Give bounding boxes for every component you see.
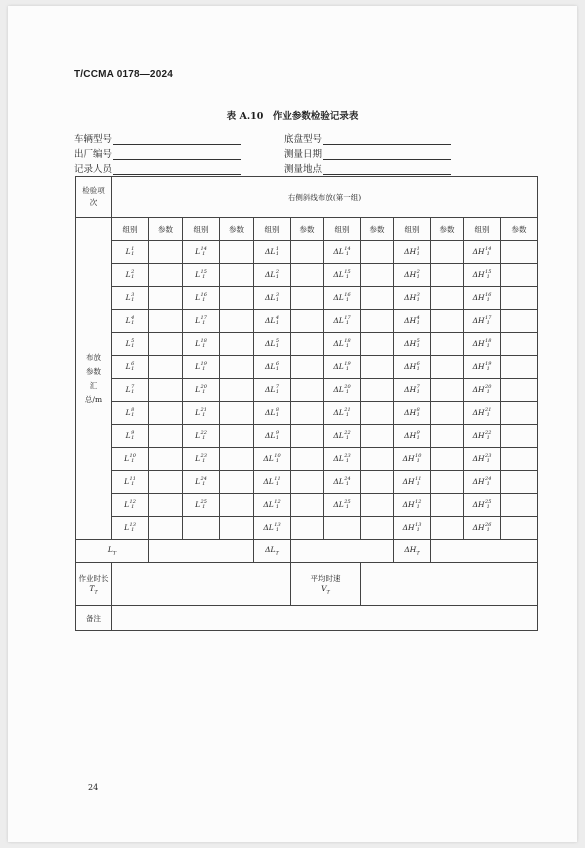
param-cell <box>501 356 538 379</box>
param-cell <box>291 333 324 356</box>
group-cell: ΔL 12 1 <box>254 494 291 517</box>
col-header-group: 组别 <box>254 218 291 241</box>
group-cell: L 5 1 <box>112 333 149 356</box>
group-cell: ΔH 7 1 <box>394 379 431 402</box>
param-cell <box>291 356 324 379</box>
param-cell <box>361 333 394 356</box>
group-cell: ΔH 1 1 <box>394 241 431 264</box>
remarks-value-cell <box>112 606 538 631</box>
col-header-group: 组别 <box>394 218 431 241</box>
group-cell: ΔL 16 1 <box>324 287 361 310</box>
param-cell <box>431 425 464 448</box>
param-cell <box>361 448 394 471</box>
col-header-param: 参数 <box>291 218 324 241</box>
param-cell <box>220 287 254 310</box>
param-cell <box>501 448 538 471</box>
summary-dH-value <box>431 540 538 563</box>
param-cell <box>361 310 394 333</box>
param-cell <box>220 241 254 264</box>
group-cell: L 14 1 <box>183 241 220 264</box>
param-cell <box>361 494 394 517</box>
group-cell: L 21 1 <box>183 402 220 425</box>
param-cell <box>361 356 394 379</box>
group-cell: L 13 1 <box>112 517 149 540</box>
summary-L-label: $L_T$ <box>76 540 149 563</box>
group-cell: ΔH 10 1 <box>394 448 431 471</box>
group-cell: ΔL 25 1 <box>324 494 361 517</box>
summary-L-value <box>149 540 254 563</box>
param-cell <box>149 333 183 356</box>
summary-dH-label: $\Delta H_T$ <box>394 540 431 563</box>
group-cell: L 10 1 <box>112 448 149 471</box>
section-title-cell: 右侧斜线布放(第一组) <box>112 177 538 218</box>
group-cell: L 18 1 <box>183 333 220 356</box>
group-cell: ΔH 4 1 <box>394 310 431 333</box>
summary-dL-label: $\Delta L_T$ <box>254 540 291 563</box>
duration-label-cell: 作业时长 $T_T$ <box>76 563 112 606</box>
table-row <box>76 356 538 379</box>
param-cell <box>361 379 394 402</box>
duration-value-cell <box>112 563 291 606</box>
param-cell <box>291 379 324 402</box>
remarks-label-cell: 备注 <box>76 606 112 631</box>
group-cell: ΔH 21 1 <box>464 402 501 425</box>
group-cell: ΔH 12 1 <box>394 494 431 517</box>
param-cell <box>501 517 538 540</box>
table-row <box>76 310 538 333</box>
info-chassis-model: 底盘型号 <box>284 131 451 145</box>
param-cell <box>220 471 254 494</box>
param-cell <box>149 425 183 448</box>
param-cell <box>501 241 538 264</box>
group-cell: L 12 1 <box>112 494 149 517</box>
group-cell: ΔH 16 1 <box>464 287 501 310</box>
group-cell: ΔL 7 1 <box>254 379 291 402</box>
table-row <box>76 517 538 540</box>
param-cell <box>431 333 464 356</box>
group-cell: ΔL 8 1 <box>254 402 291 425</box>
group-cell: L 15 1 <box>183 264 220 287</box>
param-cell <box>149 517 183 540</box>
param-cell <box>501 402 538 425</box>
param-cell <box>149 356 183 379</box>
group-cell: ΔL 1 1 <box>254 241 291 264</box>
group-cell: ΔH 6 1 <box>394 356 431 379</box>
table-row <box>76 471 538 494</box>
group-cell: ΔL 15 1 <box>324 264 361 287</box>
param-cell <box>220 402 254 425</box>
info-vehicle-model: 车辆型号 <box>74 131 241 145</box>
group-cell: ΔL 17 1 <box>324 310 361 333</box>
param-cell <box>291 494 324 517</box>
group-cell: ΔL 20 1 <box>324 379 361 402</box>
param-cell <box>431 241 464 264</box>
group-cell: ΔH 23 1 <box>464 448 501 471</box>
param-cell <box>431 379 464 402</box>
group-cell: L 23 1 <box>183 448 220 471</box>
group-cell: ΔH 19 1 <box>464 356 501 379</box>
group-cell <box>324 517 361 540</box>
group-cell <box>183 517 220 540</box>
col-header-group: 组别 <box>324 218 361 241</box>
param-cell <box>149 379 183 402</box>
group-cell: ΔH 20 1 <box>464 379 501 402</box>
col-header-group: 组别 <box>112 218 149 241</box>
group-cell: ΔL 13 1 <box>254 517 291 540</box>
param-cell <box>149 241 183 264</box>
group-cell: L 24 1 <box>183 471 220 494</box>
group-cell: ΔL 19 1 <box>324 356 361 379</box>
group-cell: ΔH 3 1 <box>394 287 431 310</box>
group-cell: ΔL 24 1 <box>324 471 361 494</box>
group-cell: L 1 1 <box>112 241 149 264</box>
info-serial-number: 出厂编号 <box>74 146 241 160</box>
param-cell <box>291 471 324 494</box>
group-cell: L 19 1 <box>183 356 220 379</box>
param-cell <box>291 425 324 448</box>
param-cell <box>501 287 538 310</box>
table-row <box>76 241 538 264</box>
param-cell <box>149 494 183 517</box>
param-cell <box>291 402 324 425</box>
param-cell <box>431 494 464 517</box>
group-cell: ΔH 24 1 <box>464 471 501 494</box>
col-header-group: 组别 <box>183 218 220 241</box>
group-cell: ΔL 3 1 <box>254 287 291 310</box>
param-cell <box>501 333 538 356</box>
table-title: 表 A.10 作业参数检验记录表 <box>226 111 359 122</box>
col-header-param: 参数 <box>149 218 183 241</box>
param-cell <box>220 494 254 517</box>
param-cell <box>220 310 254 333</box>
param-cell <box>361 471 394 494</box>
table-row <box>76 448 538 471</box>
table-row <box>76 287 538 310</box>
table-row <box>76 402 538 425</box>
group-cell: L 11 1 <box>112 471 149 494</box>
param-cell <box>431 517 464 540</box>
info-recorder: 记录人员 <box>74 161 241 175</box>
group-cell: L 2 1 <box>112 264 149 287</box>
param-cell <box>501 379 538 402</box>
param-cell <box>361 425 394 448</box>
group-cell: ΔH 2 1 <box>394 264 431 287</box>
group-cell: L 16 1 <box>183 287 220 310</box>
group-cell: ΔH 25 1 <box>464 494 501 517</box>
group-cell: L 8 1 <box>112 402 149 425</box>
group-cell: L 3 1 <box>112 287 149 310</box>
group-cell: ΔH 9 1 <box>394 425 431 448</box>
param-cell <box>501 264 538 287</box>
group-cell: L 25 1 <box>183 494 220 517</box>
param-cell <box>220 333 254 356</box>
col-header-param: 参数 <box>361 218 394 241</box>
param-cell <box>431 448 464 471</box>
param-cell <box>291 448 324 471</box>
param-cell <box>149 287 183 310</box>
param-cell <box>291 287 324 310</box>
param-cell <box>431 310 464 333</box>
table-row <box>76 379 538 402</box>
param-cell <box>291 241 324 264</box>
group-cell: ΔL 11 1 <box>254 471 291 494</box>
param-cell <box>291 517 324 540</box>
table-row <box>76 333 538 356</box>
table-row <box>76 494 538 517</box>
group-cell: ΔL 6 1 <box>254 356 291 379</box>
info-measure-date: 测量日期 <box>284 146 451 160</box>
param-cell <box>220 517 254 540</box>
group-cell: ΔL 18 1 <box>324 333 361 356</box>
group-cell: L 6 1 <box>112 356 149 379</box>
group-cell: ΔH 26 1 <box>464 517 501 540</box>
param-cell <box>149 402 183 425</box>
group-cell: ΔH 8 1 <box>394 402 431 425</box>
inspection-record-table <box>75 176 538 631</box>
group-cell: ΔL 5 1 <box>254 333 291 356</box>
standard-number: T/CCMA 0178—2024 <box>74 69 173 80</box>
param-cell <box>361 287 394 310</box>
group-cell: L 4 1 <box>112 310 149 333</box>
col-header-param: 参数 <box>501 218 538 241</box>
group-cell: ΔH 13 1 <box>394 517 431 540</box>
param-cell <box>431 356 464 379</box>
param-cell <box>431 264 464 287</box>
group-cell: ΔL 21 1 <box>324 402 361 425</box>
info-measure-location: 测量地点 <box>284 161 451 175</box>
group-cell: ΔH 18 1 <box>464 333 501 356</box>
param-cell <box>220 425 254 448</box>
group-cell: ΔH 22 1 <box>464 425 501 448</box>
param-cell <box>431 402 464 425</box>
param-cell <box>291 310 324 333</box>
group-cell: ΔL 10 1 <box>254 448 291 471</box>
param-cell <box>501 494 538 517</box>
group-cell: ΔH 5 1 <box>394 333 431 356</box>
group-cell: ΔH 17 1 <box>464 310 501 333</box>
speed-label-cell: 平均时速 $V_T$ <box>291 563 361 606</box>
param-cell <box>361 264 394 287</box>
param-cell <box>149 471 183 494</box>
page-number: 24 <box>88 783 99 792</box>
param-cell <box>501 471 538 494</box>
group-cell: ΔL 4 1 <box>254 310 291 333</box>
group-cell: ΔL 22 1 <box>324 425 361 448</box>
param-cell <box>220 379 254 402</box>
param-cell <box>220 448 254 471</box>
param-cell <box>501 310 538 333</box>
col-header-param: 参数 <box>431 218 464 241</box>
group-cell: L 9 1 <box>112 425 149 448</box>
document-page <box>8 6 577 842</box>
group-cell: ΔL 9 1 <box>254 425 291 448</box>
param-cell <box>149 448 183 471</box>
param-cell <box>431 287 464 310</box>
group-cell: ΔH 11 1 <box>394 471 431 494</box>
group-cell: L 20 1 <box>183 379 220 402</box>
group-cell: ΔL 23 1 <box>324 448 361 471</box>
col-header-param: 参数 <box>220 218 254 241</box>
row-label-cell: 布放参数汇总/m <box>76 218 112 540</box>
param-cell <box>361 517 394 540</box>
speed-value-cell <box>361 563 538 606</box>
group-cell: ΔL 2 1 <box>254 264 291 287</box>
summary-dL-value <box>291 540 394 563</box>
param-cell <box>361 402 394 425</box>
table-row <box>76 425 538 448</box>
group-cell: ΔH 14 1 <box>464 241 501 264</box>
group-cell: L 22 1 <box>183 425 220 448</box>
group-cell: ΔH 15 1 <box>464 264 501 287</box>
param-cell <box>149 310 183 333</box>
param-cell <box>220 356 254 379</box>
group-cell: ΔL 14 1 <box>324 241 361 264</box>
param-cell <box>220 264 254 287</box>
param-cell <box>361 241 394 264</box>
param-cell <box>501 425 538 448</box>
group-cell: L 17 1 <box>183 310 220 333</box>
col-header-group: 组别 <box>464 218 501 241</box>
table-row <box>76 264 538 287</box>
item-header-cell: 检验项次 <box>76 177 112 218</box>
param-cell <box>291 264 324 287</box>
param-cell <box>149 264 183 287</box>
group-cell: L 7 1 <box>112 379 149 402</box>
param-cell <box>431 471 464 494</box>
